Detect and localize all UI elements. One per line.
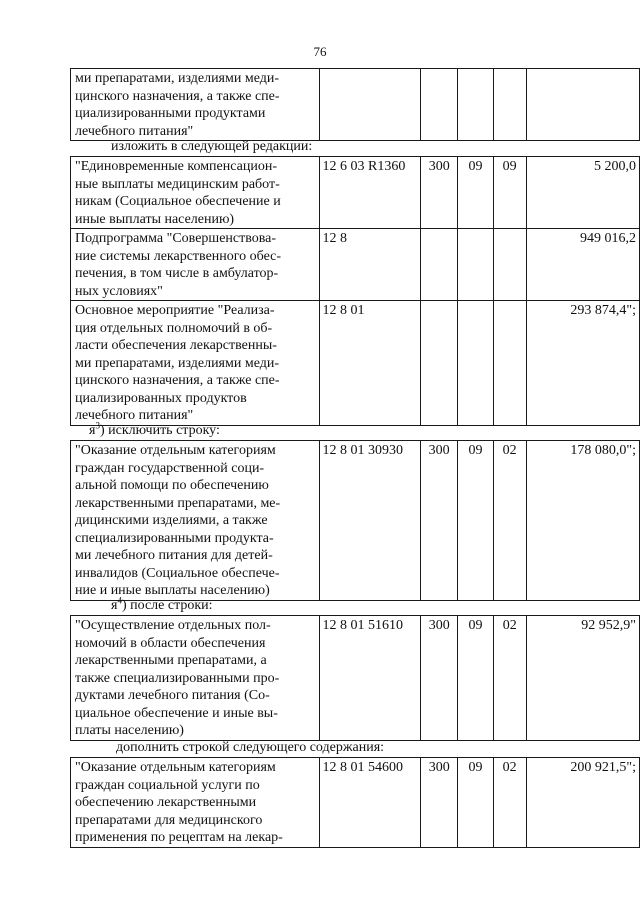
instruction-text: дополнить строкой следующего содержания: [116, 740, 385, 755]
name-line: инвалидов (Социальное обеспече- [75, 565, 280, 581]
cell-expense-type: 300 [421, 758, 458, 848]
cell-section: 09 [458, 758, 494, 848]
name-line: номочий в области обеспечения [75, 635, 266, 651]
name-line: цинского назначения, а также спе- [75, 373, 280, 388]
cell-subsection: 02 [493, 616, 526, 741]
name-line: альной помощи по обеспечению [75, 478, 269, 493]
cell-target-code: 12 8 01 54600 [319, 758, 421, 848]
name-line: ция отдельных полномочий в об- [75, 320, 273, 336]
instruction-prefix: я [89, 423, 96, 438]
cell-item-name [71, 758, 320, 848]
cell-section: 09 [458, 157, 494, 229]
cell-subsection: 09 [493, 157, 526, 229]
name-line: "Осуществление отдельных пол- [75, 618, 271, 633]
name-line: специализированными продукта- [75, 530, 274, 546]
cell-subsection: 02 [493, 758, 526, 848]
name-line: циализированными продуктами [75, 106, 266, 121]
name-line: обеспечению лекарственными [75, 795, 257, 810]
name-line: также специализированными про- [75, 670, 280, 686]
cell-item-name [71, 441, 320, 601]
name-line: граждан социальной услуги по [75, 777, 260, 793]
budget-table [70, 615, 640, 741]
name-line: Основное мероприятие "Реализа- [75, 303, 275, 318]
name-line: платы населению) [75, 723, 184, 738]
table-row [71, 441, 640, 601]
instruction-text: ) после строки: [121, 598, 213, 613]
table-row [71, 229, 640, 301]
budget-table [70, 156, 640, 426]
name-line: ние системы лекарственного обес- [75, 248, 282, 264]
cell-expense-type [421, 301, 458, 426]
cell-target-code: 12 8 [319, 229, 421, 301]
instruction-prefix: я [111, 598, 118, 613]
name-line: иные выплаты населению) [75, 211, 235, 227]
budget-table [70, 68, 640, 141]
name-line: ми препаратами, изделиями меди- [75, 355, 280, 371]
table-row [71, 69, 640, 141]
cell-item-name [71, 157, 320, 229]
cell-section: 09 [458, 616, 494, 741]
name-line: препаратами для медицинского [75, 812, 263, 828]
cell-target-code [319, 69, 420, 141]
name-line: лечебного питания" [75, 123, 194, 139]
cell-amount: 949 016,2 [526, 229, 639, 301]
cell-amount: 200 921,5"; [526, 758, 639, 848]
name-line: ные выплаты медицинским работ- [75, 176, 280, 192]
name-line: "Оказание отдельным категориям [75, 760, 276, 775]
name-line: циальное обеспечение и иные вы- [75, 705, 278, 721]
page-number: 76 [313, 44, 327, 59]
name-line: ласти обеспечения лекарственны- [75, 338, 277, 353]
cell-item-name [71, 301, 320, 426]
name-line: дицинскими изделиями, а также [75, 513, 268, 528]
name-line: ных условиях" [75, 283, 163, 299]
instruction-text: изложить в следующей редакции: [111, 139, 313, 154]
name-line: циализированных продуктов [75, 390, 247, 406]
table-row [71, 301, 640, 426]
amendment-instruction [116, 740, 384, 756]
name-line: лекарственными препаратами, а [75, 653, 267, 668]
name-line: цинского назначения, а также спе- [75, 88, 280, 104]
name-line: лечебного питания" [75, 408, 194, 423]
name-line: граждан государственной соци- [75, 460, 265, 476]
name-line: дуктами лечебного питания (Со- [75, 688, 270, 703]
cell-expense-type: 300 [421, 616, 458, 741]
cell-item-name [71, 616, 320, 741]
name-line: "Оказание отдельным категориям [75, 443, 276, 458]
cell-amount: 5 200,0 [526, 157, 639, 229]
cell-subsection [493, 229, 526, 301]
name-line: "Единовременные компенсацион- [75, 159, 277, 174]
cell-amount: 92 952,9" [526, 616, 639, 741]
name-line: ми лечебного питания для детей- [75, 548, 273, 563]
cell-target-code: 12 8 01 30930 [319, 441, 421, 601]
cell-item-name [71, 69, 320, 141]
cell-section: 09 [458, 441, 494, 601]
cell-section [457, 69, 493, 141]
cell-amount: 293 874,4"; [526, 301, 639, 426]
amendment-instruction [111, 595, 213, 614]
cell-amount [526, 69, 639, 141]
cell-section [458, 229, 494, 301]
table-row [71, 758, 640, 848]
cell-expense-type [421, 229, 458, 301]
cell-amount: 178 080,0"; [526, 441, 639, 601]
name-line: применения по рецептам на лекар- [75, 830, 283, 845]
cell-expense-type: 300 [421, 157, 458, 229]
cell-subsection [493, 301, 526, 426]
cell-subsection: 02 [493, 441, 526, 601]
table-row [71, 616, 640, 741]
cell-item-name [71, 229, 320, 301]
name-line: Подпрограмма "Совершенствова- [75, 231, 277, 246]
amendment-instruction [111, 139, 312, 155]
name-line: печения, в том числе в амбулатор- [75, 266, 279, 281]
name-line: никам (Социальное обеспечение и [75, 194, 281, 209]
amendment-instruction [89, 420, 220, 439]
cell-target-code: 12 8 01 51610 [319, 616, 421, 741]
cell-section [458, 301, 494, 426]
budget-table [70, 440, 640, 601]
instruction-text: ) исключить строку: [99, 423, 220, 438]
table-row [71, 157, 640, 229]
budget-table [70, 757, 640, 848]
name-line: ми препаратами, изделиями меди- [75, 71, 280, 86]
name-line: лекарственными препаратами, ме- [75, 495, 281, 511]
footnote-marker: 3 [95, 420, 100, 431]
cell-target-code: 12 8 01 [319, 301, 421, 426]
name-line: ние и иные выплаты населению) [75, 583, 270, 598]
cell-subsection [493, 69, 526, 141]
footnote-marker: 4 [117, 595, 122, 606]
cell-expense-type [421, 69, 458, 141]
cell-expense-type: 300 [421, 441, 458, 601]
cell-target-code: 12 6 03 R1360 [319, 157, 421, 229]
